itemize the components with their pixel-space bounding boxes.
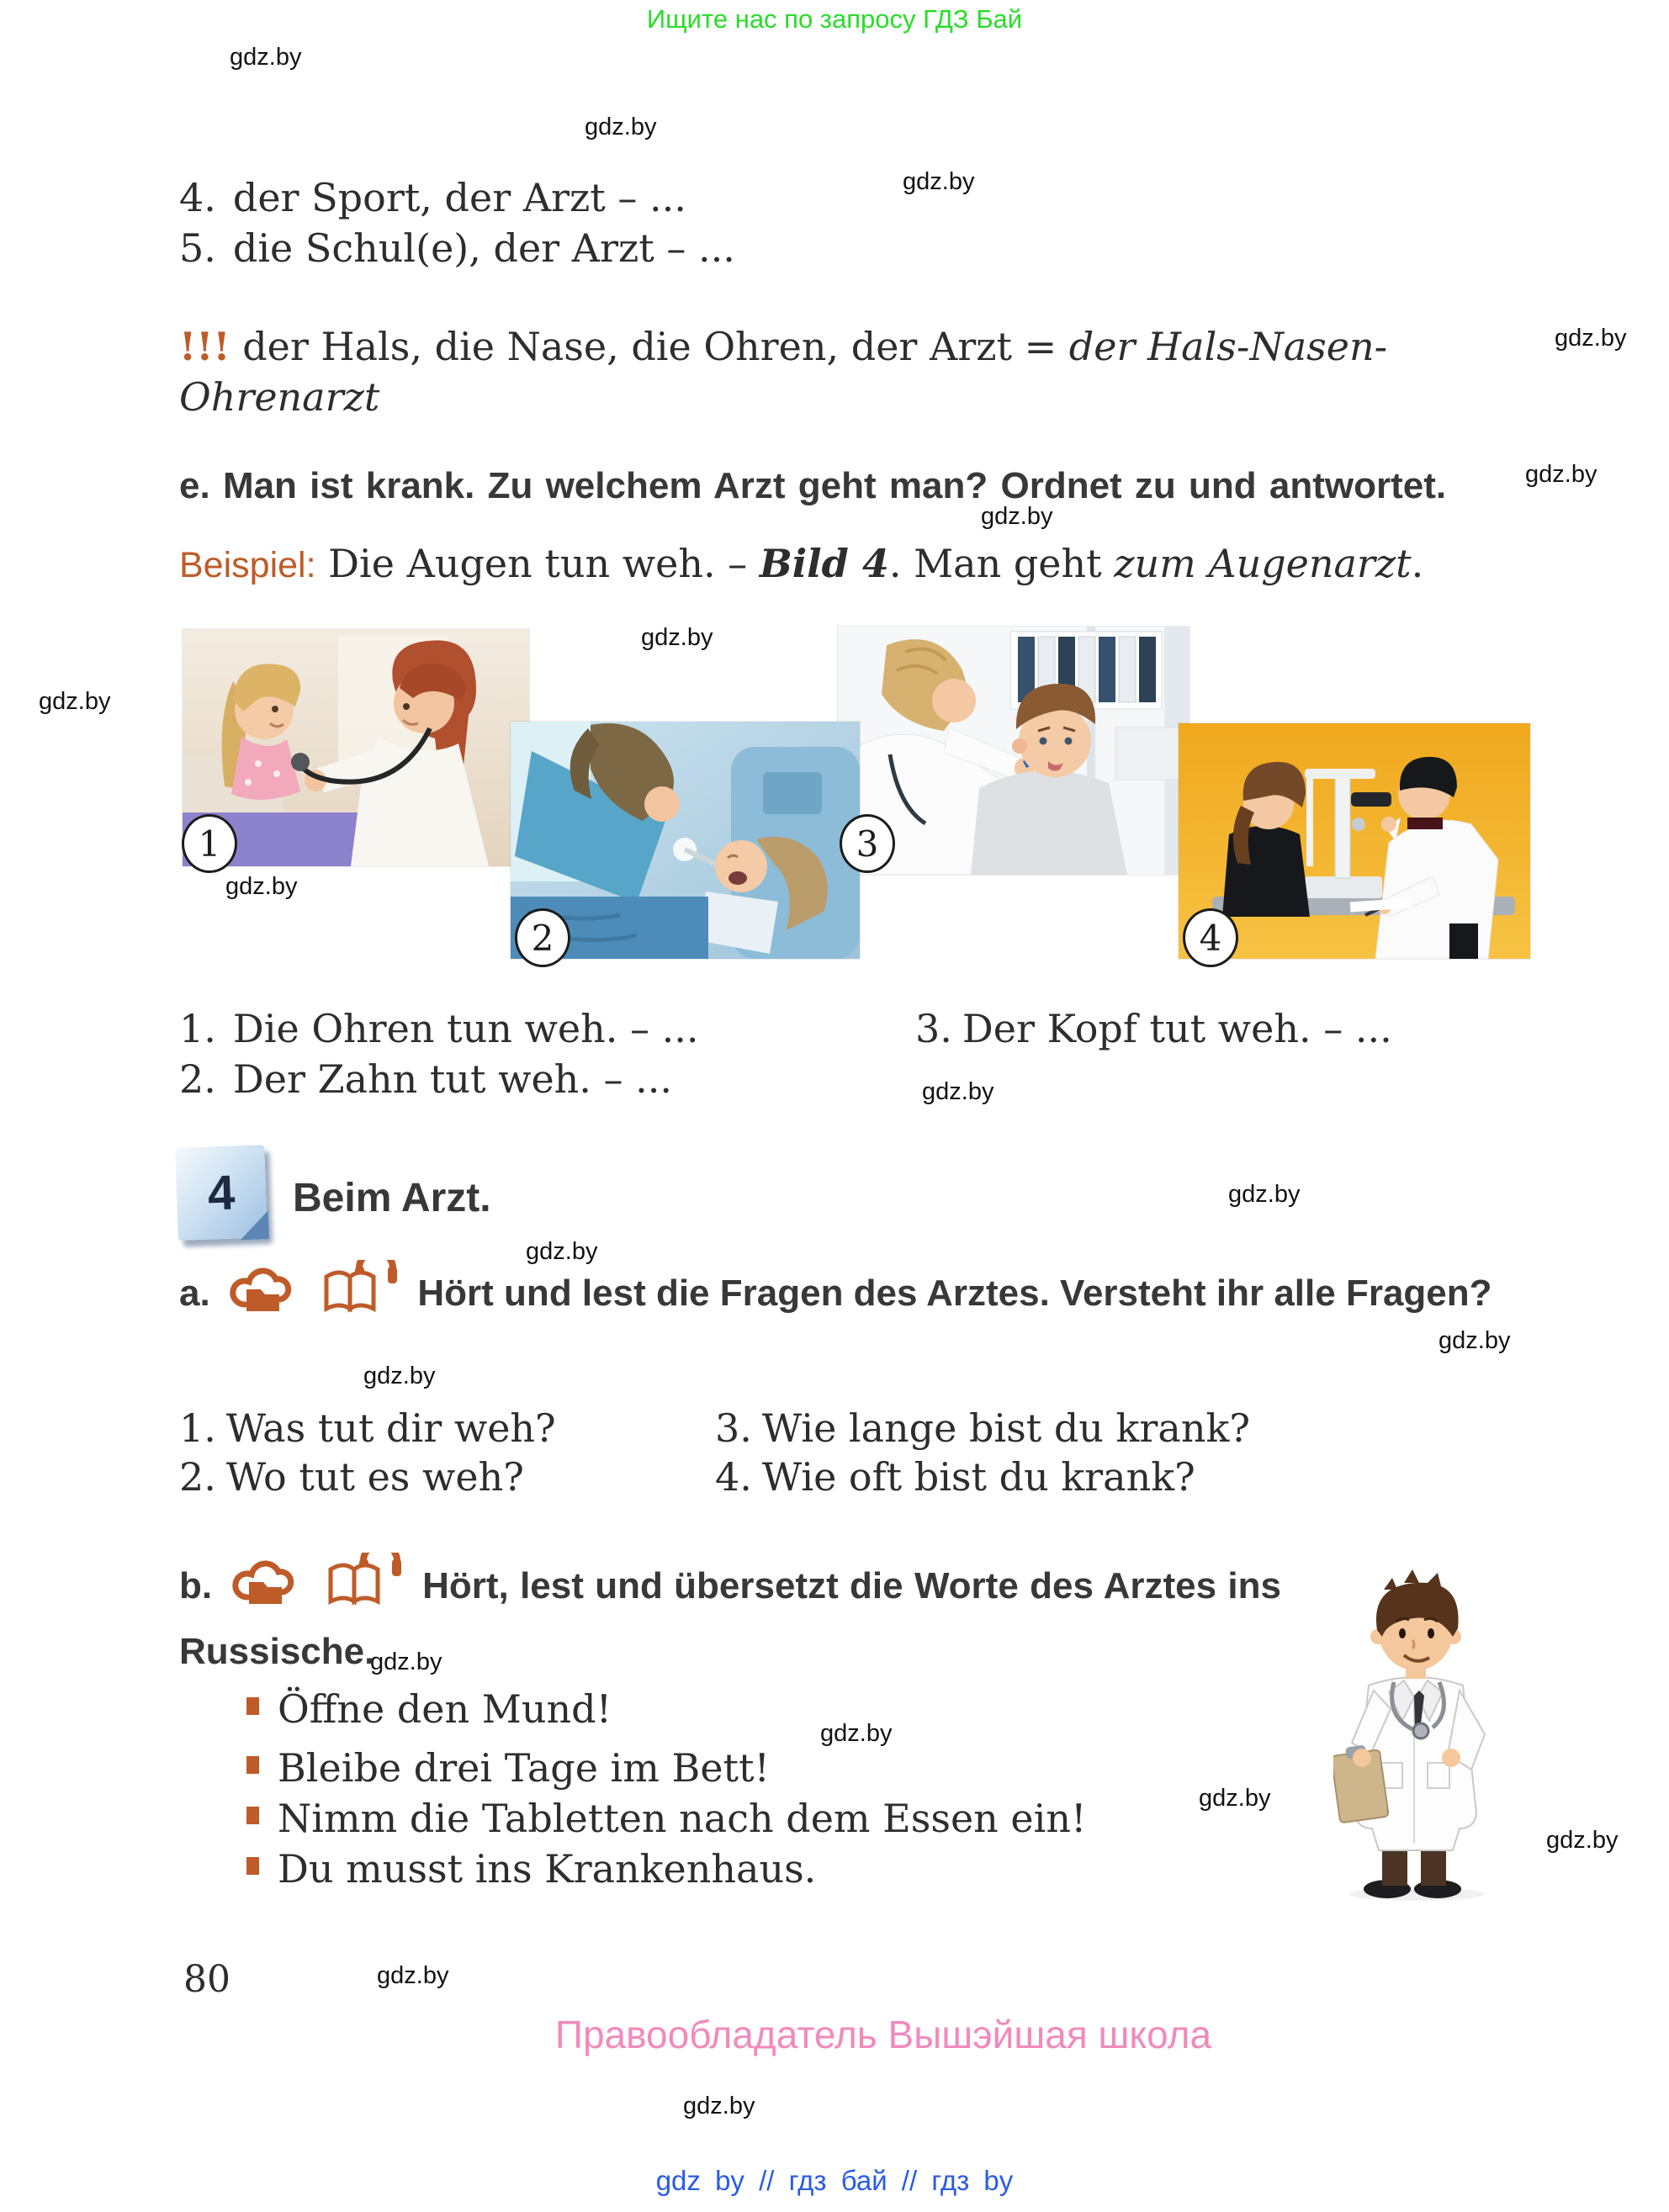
section-number-badge (175, 1145, 268, 1241)
matching-item-1 (179, 1003, 698, 1054)
photo-number-badge (840, 814, 895, 873)
task-a-text: Hört und lest die Fragen des Arztes. Versteht ihr alle Fragen? (417, 1273, 1492, 1314)
grammar-note (179, 321, 1567, 422)
section-number: 4 (206, 1164, 236, 1221)
watermark-text: gdz.by (370, 1648, 442, 1675)
item-text: Was tut dir weh? (225, 1405, 556, 1451)
listen-read-book-icon (324, 1553, 405, 1624)
photo-number-badge (1183, 908, 1238, 967)
photo-number-badge (515, 908, 570, 967)
bullet-icon (246, 1857, 259, 1875)
task-b-label: b. (179, 1565, 213, 1606)
item-text: Wo tut es weh? (225, 1454, 524, 1500)
matching-item-3 (915, 1003, 1392, 1054)
watermark-text: gdz.by (225, 873, 298, 900)
page-number: 80 (183, 1958, 230, 2001)
example-mid: . Man geht (888, 541, 1115, 586)
watermark-text: gdz.by (363, 1363, 436, 1389)
task-e-label: e. (179, 465, 210, 506)
bullet-icon (246, 1807, 259, 1824)
task-e-text: Man ist krank. Zu welchem Arzt geht man? Ordnet zu und antwortet. (222, 465, 1447, 506)
item-number: 5. (179, 225, 216, 271)
watermark-text: gdz.by (1525, 461, 1597, 488)
watermark-text: gdz.by (903, 168, 975, 195)
item-number: 1. (179, 1006, 216, 1051)
example-label: Beispiel: (179, 545, 316, 585)
task-b (179, 1553, 1281, 1680)
watermark-text: gdz.by (526, 1238, 598, 1265)
question-1 (179, 1403, 556, 1453)
watermark-text: gdz.by (683, 2093, 755, 2119)
item-number: 4. (179, 175, 216, 220)
footer-links[interactable]: gdz by // гдз бай // гдз by (655, 2165, 1014, 2196)
example-bild: Bild 4 (759, 541, 889, 586)
note-marker: !!! (179, 324, 230, 369)
task-a (179, 1260, 1546, 1333)
watermark-text: gdz.by (1555, 325, 1627, 352)
watermark-text: gdz.by (1228, 1181, 1301, 1208)
note-text-italic: der Hals-Nasen-Ohrenarzt (179, 324, 1388, 420)
item-text: Der Zahn tut weh. – ... (232, 1056, 673, 1102)
bullet-icon (246, 1756, 259, 1774)
quote-line: Bleibe drei Tage im Bett! (278, 1745, 770, 1791)
item-text: Wie oft bist du krank? (761, 1454, 1195, 1500)
item-number: 1. (179, 1405, 216, 1451)
matching-item-2 (179, 1054, 672, 1104)
note-text: der Hals, die Nase, die Ohren, der Arzt = (242, 324, 1069, 369)
task-a-label: a. (179, 1273, 210, 1314)
watermark-text: gdz.by (981, 503, 1053, 530)
watermark-text: gdz.by (377, 1962, 449, 1989)
example-lead: Die Augen tun weh. – (328, 541, 760, 586)
item-text: Wie lange bist du krank? (761, 1405, 1250, 1451)
quote-line: Nimm die Tabletten nach dem Essen ein! (278, 1796, 1087, 1841)
watermark-text: gdz.by (1439, 1327, 1511, 1354)
task-b-text: Hört, lest und übersetzt die Worte des Arztes ins Russische. (179, 1565, 1282, 1672)
example-end: . (1411, 541, 1424, 586)
photo-number: 3 (856, 823, 879, 865)
word-list-item-5 (179, 223, 735, 273)
item-text: der Sport, der Arzt – ... (232, 175, 686, 220)
section-title: Beim Arzt. (293, 1176, 491, 1220)
example-line (179, 538, 1423, 590)
item-number: 2. (179, 1056, 216, 1102)
quote-line: Öffne den Mund! (278, 1686, 612, 1732)
question-4 (715, 1452, 1195, 1502)
example-italic: zum Augenarzt (1114, 541, 1412, 586)
photo-number: 4 (1199, 917, 1222, 959)
promo-banner: Ищите нас по запросу ГДЗ Бай (646, 4, 1023, 34)
audio-cloud-icon (227, 1262, 296, 1333)
watermark-text: gdz.by (820, 1720, 893, 1747)
task-e (179, 458, 1576, 514)
item-number: 2. (179, 1454, 216, 1500)
word-list-item-4 (179, 172, 686, 223)
cartoon-doctor-illustration (1333, 1563, 1500, 1903)
item-text: die Schul(e), der Arzt – ... (232, 225, 735, 271)
watermark-text: gdz.by (39, 688, 111, 715)
watermark-text: gdz.by (922, 1078, 994, 1105)
watermark-text: gdz.by (1199, 1785, 1271, 1812)
watermark-text: gdz.by (230, 44, 302, 71)
item-text: Der Kopf tut weh. – ... (962, 1006, 1392, 1051)
item-number: 4. (715, 1454, 752, 1500)
item-text: Die Ohren tun weh. – ... (232, 1006, 699, 1051)
photo-number: 2 (531, 917, 554, 959)
bullet-icon (246, 1697, 259, 1715)
listen-read-book-icon (320, 1260, 400, 1333)
photo-number: 1 (198, 823, 221, 865)
audio-cloud-icon (230, 1554, 299, 1624)
question-3 (715, 1403, 1250, 1453)
watermark-text: gdz.by (585, 114, 657, 140)
photo-number-badge (182, 814, 237, 873)
item-number: 3. (715, 1405, 752, 1451)
watermark-text: gdz.by (1546, 1827, 1619, 1854)
watermark-text: gdz.by (641, 624, 713, 651)
question-2 (179, 1452, 524, 1502)
quote-line: Du musst ins Krankenhaus. (278, 1846, 817, 1892)
item-number: 3. (915, 1006, 952, 1051)
publisher-footer: Правообладатель Вышэйшая школа (554, 2013, 1212, 2056)
